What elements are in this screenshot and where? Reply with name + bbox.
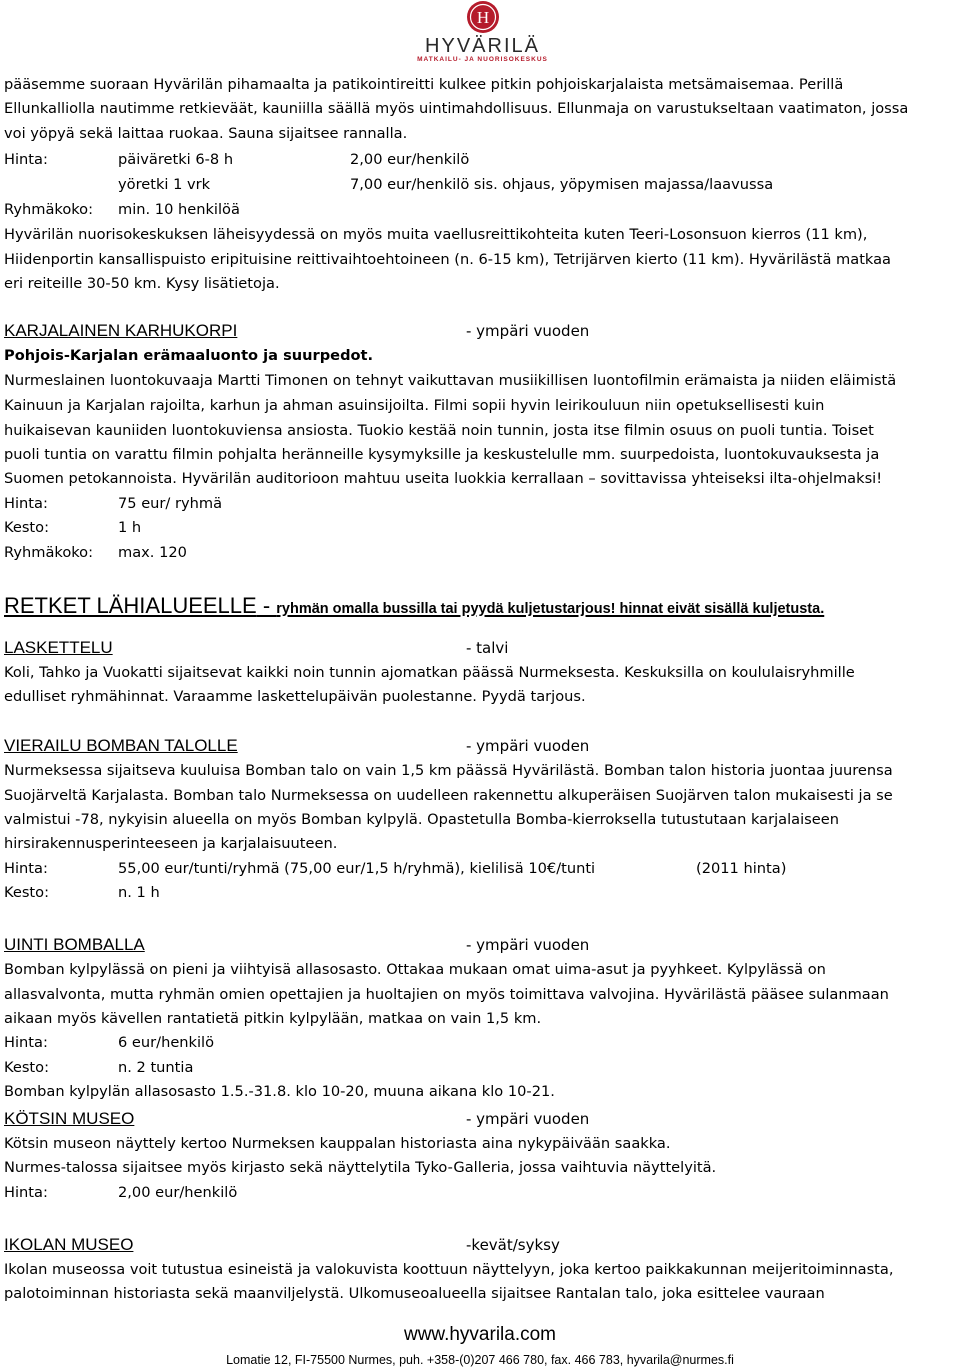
- retket-dash: -: [256, 593, 277, 618]
- laskettelu-line-1: Koli, Tahko ja Vuokatti sijaitsevat kaikki noin tunnin ajomatkan päässä Nurmeksesta. Keskuksilla on koululaisryhmille: [4, 664, 855, 681]
- bomba-duration-label: Kesto:: [4, 884, 49, 901]
- karhukorpi-group-value: max. 120: [118, 544, 187, 561]
- kotsin-season: - ympäri vuoden: [466, 1110, 590, 1128]
- karhukorpi-line-1: Nurmeslainen luontokuvaaja Martti Timonen on tehnyt vaikuttavan musiikillisen luontofilmin erämaista ja niiden eläimistä: [4, 372, 897, 389]
- bomba-title: VIERAILU BOMBAN TALOLLE: [4, 736, 238, 755]
- ikola-season: -kevät/syksy: [466, 1236, 560, 1254]
- bomba-price-label: Hinta:: [4, 860, 48, 877]
- kotsin-line-2: Nurmes-talossa sijaitsee myös kirjasto sekä näyttelytila Tyko-Galleria, jossa vaihtuvia näyttelyitä.: [4, 1159, 717, 1176]
- karhukorpi-price-label: Hinta:: [4, 495, 48, 512]
- karhukorpi-group-label: Ryhmäkoko:: [4, 544, 94, 561]
- retket-subtitle: ryhmän omalla bussilla tai pyydä kuljetustarjous! hinnat eivät sisällä kuljetusta.: [276, 601, 825, 617]
- karhukorpi-line-2: Kainuun ja Karjalan rajoilta, karhun ja ahman asuinsijoilta. Filmi sopii hyvin leirikouluun niin opetuksellisesti kuin: [4, 397, 825, 414]
- retket-heading: [4, 593, 824, 622]
- karhukorpi-season: - ympäri vuoden: [466, 322, 590, 340]
- karhukorpi-line-3: huikaisevan kauniiden luontokuviensa ansiosta. Tuokio kestää noin tunnin, josta itse filmin osuus on puoli tuntia. Toiset: [4, 422, 874, 439]
- intro-price-label: Hinta:: [4, 151, 48, 168]
- intro-line-1: pääsemme suoraan Hyvärilän pihamaalta ja patikointireitti kulkee pitkin pohjoiskarjalaista metsämaisemaa. Perillä: [4, 76, 844, 93]
- intro-row-1-item: päiväretki 6-8 h: [118, 151, 234, 168]
- intro-more-line-2: Hiidenportin kansallispuisto eripituisine reittivaihtoehtoineen (n. 6-15 km), Tetrijärven kierto (11 km). Hyvärilästä matkaa: [4, 251, 892, 268]
- ikola-title: IKOLAN MUSEO: [4, 1235, 134, 1254]
- intro-line-3: voi yöpyä sekä laittaa ruokaa. Sauna sijaitsee rannalla.: [4, 125, 408, 142]
- uinti-season: - ympäri vuoden: [466, 936, 590, 954]
- uinti-duration-label: Kesto:: [4, 1059, 49, 1076]
- uinti-price-value: 6 eur/henkilö: [118, 1034, 215, 1051]
- hyvarila-logo: [415, 0, 550, 78]
- uinti-line-3: aikaan myös kävellen rantatietä pitkin kylpylään, matkaa on vain 1,5 km.: [4, 1010, 542, 1027]
- logo-emblem-icon: [466, 0, 500, 34]
- intro-row-1-price: 2,00 eur/henkilö: [350, 151, 470, 168]
- kotsin-line-1: Kötsin museon näyttely kertoo Nurmeksen kauppalan historiasta aina nykypäivään saakka.: [4, 1135, 671, 1152]
- karhukorpi-line-4: puoli tuntia on varattu filmin pohjalta heränneille kysymyksille ja keskustelulle mm. suurpedoista, luontokuvauksesta ja: [4, 446, 880, 463]
- logo-wordmark: HYVÄRILÄ: [425, 35, 540, 57]
- intro-line-2: Ellunkalliolla nautimme retkieväät, kauniilla säällä myös uintimahdollisuus. Ellunmaja on varustukseltaan vaatimaton, jossa: [4, 100, 909, 117]
- bomba-season: - ympäri vuoden: [466, 737, 590, 755]
- intro-group-label: Ryhmäkoko:: [4, 201, 94, 218]
- karhukorpi-line-5: Suomen petokannoista. Hyvärilän auditorioon mahtuu useita luokkia kerrallaan – sovittavissa yhteiseksi ilta-ohjelmaksi!: [4, 470, 883, 487]
- bomba-price-note: (2011 hinta): [696, 860, 787, 877]
- kotsin-price-value: 2,00 eur/henkilö: [118, 1184, 238, 1201]
- laskettelu-season: - talvi: [466, 639, 509, 657]
- bomba-line-3: valmistui -78, nykyisin alueella on myös Bomban kylpylä. Opastetulla Bomba-kierroksella tutustutaan karjalaiseen: [4, 811, 839, 828]
- footer-address: Lomatie 12, FI-75500 Nurmes, puh. +358-(0)207 466 780, fax. 466 783, hyvarila@nurmes.fi: [226, 1353, 734, 1367]
- bomba-duration-value: n. 1 h: [118, 884, 160, 901]
- bomba-price-value: 55,00 eur/tunti/ryhmä (75,00 eur/1,5 h/ryhmä), kielilisä 10€/tunti: [118, 860, 596, 877]
- intro-more-line-1: Hyvärilän nuorisokeskuksen läheisyydessä on myös muita vaellusreittikohteita kuten Teeri-Losonsuon kierros (11 km),: [4, 226, 868, 243]
- karhukorpi-subtitle: Pohjois-Karjalan erämaaluonto ja suurpedot.: [4, 347, 374, 364]
- intro-more-line-3: eri reiteille 30-50 km. Kysy lisätietoja.: [4, 275, 280, 292]
- uinti-line-2: allasvalvonta, mutta ryhmän omien opettajien ja huoltajien on myös toimittava valvojina. Hyvärilästä pääsee sulanmaan: [4, 986, 889, 1003]
- karhukorpi-duration-label: Kesto:: [4, 519, 49, 536]
- ikola-line-1: Ikolan museossa voit tutustua esineistä ja valokuvista koottuun näyttelyyn, joka kertoo paikkakunnan meijeritoiminnasta,: [4, 1261, 894, 1278]
- intro-row-2-price: 7,00 eur/henkilö sis. ohjaus, yöpymisen majassa/laavussa: [350, 176, 774, 193]
- kotsin-price-label: Hinta:: [4, 1184, 48, 1201]
- uinti-duration-value: n. 2 tuntia: [118, 1059, 194, 1076]
- footer-website-link[interactable]: www.hyvarila.com: [403, 1324, 557, 1345]
- retket-title: RETKET LÄHIALUEELLE: [4, 593, 257, 618]
- bomba-line-2: Suojärveltä Karjalasta. Bomban talo Nurmeksessa on uudelleen rakennettu alkuperäisen Suojärven talon mukaisesti ja se: [4, 787, 893, 804]
- laskettelu-title: LASKETTELU: [4, 638, 113, 657]
- intro-group-value: min. 10 henkilöä: [118, 201, 240, 218]
- karhukorpi-price-value: 75 eur/ ryhmä: [118, 495, 223, 512]
- intro-row-2-item: yöretki 1 vrk: [118, 176, 211, 193]
- uinti-price-label: Hinta:: [4, 1034, 48, 1051]
- bomba-line-4: hirsirakennusperinteeseen ja karjalaisuuteen.: [4, 835, 338, 852]
- svg-text:H: H: [476, 8, 489, 27]
- uinti-line-1: Bomban kylpylässä on pieni ja viihtyisä allasosasto. Ottakaa mukaan omat uima-asut ja pyyhkeet. Kylpylässä on: [4, 961, 826, 978]
- karhukorpi-duration-value: 1 h: [118, 519, 142, 536]
- kotsin-title: KÖTSIN MUSEO: [4, 1109, 135, 1128]
- bomba-line-1: Nurmeksessa sijaitseva kuuluisa Bomban talo on vain 1,5 km päässä Hyvärilästä. Bomban talon historia juontaa juurensa: [4, 762, 893, 779]
- karhukorpi-title: KARJALAINEN KARHUKORPI: [4, 321, 238, 340]
- ikola-line-2: palotoiminnan historiasta sekä maanviljelystä. Ulkomuseoalueella sijaitsee Rantalan talo, joka esittelee vauraan: [4, 1285, 825, 1302]
- logo-tagline: MATKAILU- JA NUORISOKESKUS: [417, 56, 548, 63]
- uinti-title: UINTI BOMBALLA: [4, 935, 145, 954]
- laskettelu-line-2: edulliset ryhmähinnat. Varaamme laskettelupäivän puolestanne. Pyydä tarjous.: [4, 688, 586, 705]
- uinti-hours: Bomban kylpylän allasosasto 1.5.-31.8. klo 10-20, muuna aikana klo 10-21.: [4, 1083, 555, 1100]
